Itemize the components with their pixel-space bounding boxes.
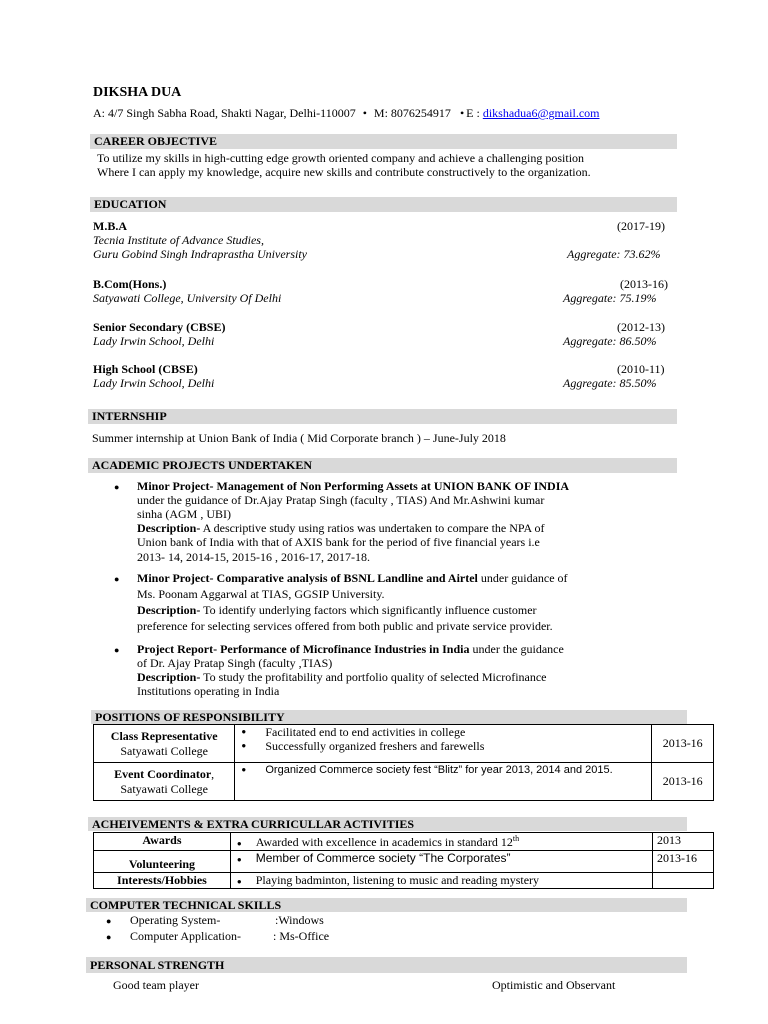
edu-aggregate: Aggregate: 85.50% <box>563 376 657 390</box>
position-role-cell <box>94 725 235 763</box>
education-heading: EDUCATION <box>90 197 677 212</box>
position-role-cell <box>94 763 235 801</box>
table-row <box>94 763 714 801</box>
address: A: 4/7 Singh Sabha Road, Shakti Nagar, Delhi-110007 <box>93 106 356 120</box>
achievement-text-cell <box>230 873 652 889</box>
bullet-icon: ● <box>114 645 120 655</box>
strength-right: Optimistic and Observant <box>492 978 616 992</box>
position-year: 2013-16 <box>652 725 714 763</box>
project-2-description <box>137 603 537 617</box>
bullet-icon: ● <box>236 838 242 848</box>
project-1-title: Minor Project- Management of Non Performing Assets at UNION BANK OF INDIA <box>137 479 570 493</box>
edu-school: Tecnia Institute of Advance Studies, <box>93 233 264 247</box>
positions-heading: POSITIONS OF RESPONSIBILITY <box>91 710 687 724</box>
bullet-icon: ● <box>106 916 112 926</box>
achievement-year <box>653 873 714 889</box>
career-objective-line-1: To utilize my skills in high-cutting edge growth oriented company and achieve a challenging position <box>97 151 585 165</box>
description-label: Description- <box>137 603 201 617</box>
description-text: To identify underlying factors which significantly influence customer <box>200 603 537 617</box>
project-1-description <box>137 521 545 535</box>
list-item: ● Facilitated end to end activities in college <box>239 725 647 739</box>
projects-heading: ACADEMIC PROJECTS UNDERTAKEN <box>88 458 677 473</box>
achievement-text-cell <box>230 833 652 851</box>
email-label: E : <box>466 106 483 120</box>
project-1-line: under the guidance of Dr.Ajay Pratap Singh (faculty , TIAS) And Mr.Ashwini kumar <box>137 493 545 507</box>
edu-aggregate: Aggregate: 73.62% <box>567 247 661 261</box>
project-3-description-line: Institutions operating in India <box>137 684 280 698</box>
position-points-cell <box>235 725 652 763</box>
edu-university: Guru Gobind Singh Indraprastha University <box>93 247 307 261</box>
career-objective-line-2: Where I can apply my knowledge, acquire new skills and contribute constructively to the organization. <box>97 165 591 179</box>
bullet-icon: ● <box>114 574 120 584</box>
skill-value: :Windows <box>275 913 324 927</box>
project-2-title <box>137 571 568 585</box>
position-role-suffix: , <box>211 766 215 781</box>
table-row <box>94 725 714 763</box>
bullet-icon: ● <box>114 482 120 492</box>
career-objective-heading: CAREER OBJECTIVE <box>90 134 677 149</box>
description-text: A descriptive study using ratios was undertaken to compare the NPA of <box>200 521 545 535</box>
position-points-cell <box>235 763 652 801</box>
bullet-icon: ● <box>236 877 242 886</box>
email-link[interactable]: dikshadua6@gmail.com <box>482 106 600 120</box>
project-2-title-bold: Minor Project- Comparative analysis of BSNL Landline and Airtel <box>137 571 478 585</box>
edu-aggregate: Aggregate: 86.50% <box>563 334 657 348</box>
project-2-title-rest: under guidance of <box>477 571 568 585</box>
project-3-title <box>137 642 564 656</box>
description-text: To study the profitability and portfolio quality of selected Microfinance <box>200 670 547 684</box>
table-row <box>94 873 714 889</box>
superscript: th <box>512 833 520 843</box>
edu-degree: M.B.A <box>93 219 127 233</box>
position-role: Event Coordinator <box>114 766 212 781</box>
edu-degree: B.Com(Hons.) <box>93 277 167 291</box>
bullet-icon: ● <box>106 932 112 942</box>
candidate-name: DIKSHA DUA <box>93 85 182 100</box>
skill-label: Computer Application- <box>130 929 241 943</box>
edu-school: Lady Irwin School, Delhi <box>93 376 215 390</box>
project-1-line: sinha (AGM , UBI) <box>137 507 231 521</box>
achievement-text: Awarded with excellence in academics in standard 12 <box>255 834 513 849</box>
position-org: Satyawati College <box>120 781 208 796</box>
project-3-title-bold: Project Report- Performance of Microfinance Industries in India <box>137 642 470 656</box>
list-item: ● Organized Commerce society fest “Blitz” for year 2013, 2014 and 2015. <box>239 763 647 777</box>
project-1-description-line: 2013- 14, 2014-15, 2015-16 , 2016-17, 2017-18. <box>137 550 370 564</box>
achievement-year: 2013 <box>653 833 714 851</box>
table-row <box>94 833 714 851</box>
edu-years: (2012-13) <box>617 320 665 334</box>
achievement-label: Volunteering <box>94 851 231 873</box>
edu-school: Satyawati College, University Of Delhi <box>93 291 282 305</box>
achievements-heading: ACHEIVEMENTS & EXTRA CURRICULLAR ACTIVITIES <box>88 817 687 831</box>
project-3-description <box>137 670 547 684</box>
project-3-title-rest: under the guidance <box>469 642 564 656</box>
edu-school: Lady Irwin School, Delhi <box>93 334 215 348</box>
achievement-label: Interests/Hobbies <box>94 873 231 889</box>
project-2-line: Ms. Poonam Aggarwal at TIAS, GGSIP University. <box>137 587 385 601</box>
edu-degree: High School (CBSE) <box>93 362 198 376</box>
table-row <box>94 851 714 873</box>
strength-left: Good team player <box>113 978 199 992</box>
mobile: M: 8076254917 <box>373 106 451 120</box>
achievement-year: 2013-16 <box>653 851 714 873</box>
bullet-icon: ● <box>236 855 242 864</box>
separator-dot: • <box>362 106 367 120</box>
skill-label: Operating System- <box>130 913 221 927</box>
achievement-text: Member of Commerce society “The Corporates” <box>255 851 511 865</box>
project-1-description-line: Union bank of India with that of AXIS bank for the period of five financial years i.e <box>137 535 540 549</box>
positions-table <box>93 724 714 801</box>
project-3-line: of Dr. Ajay Pratap Singh (faculty ,TIAS) <box>137 656 333 670</box>
position-year: 2013-16 <box>652 763 714 801</box>
position-role: Class Representative <box>110 728 218 743</box>
edu-years: (2017-19) <box>617 219 665 233</box>
edu-aggregate: Aggregate: 75.19% <box>563 291 657 305</box>
internship-text: Summer internship at Union Bank of India ( Mid Corporate branch ) – June-July 2018 <box>92 431 506 445</box>
separator-dot: • <box>459 106 465 120</box>
achievement-text-cell <box>230 851 652 873</box>
edu-years: (2013-16) <box>620 277 668 291</box>
description-label: Description- <box>137 521 201 535</box>
list-item: ● Successfully organized freshers and farewells <box>239 739 647 753</box>
internship-heading: INTERNSHIP <box>88 409 677 424</box>
skills-heading: COMPUTER TECHNICAL SKILLS <box>86 898 687 912</box>
achievements-table <box>93 832 714 889</box>
edu-degree: Senior Secondary (CBSE) <box>93 320 226 334</box>
strength-heading: PERSONAL STRENGTH <box>86 957 687 973</box>
contact-line <box>93 106 600 120</box>
achievement-label: Awards <box>94 833 231 851</box>
skill-value: : Ms-Office <box>273 929 330 943</box>
achievement-text: Playing badminton, listening to music and reading mystery <box>255 873 540 887</box>
edu-years: (2010-11) <box>617 362 665 376</box>
position-org: Satyawati College <box>120 743 208 758</box>
project-2-description-line: preference for selecting services offered from both public and private service provider. <box>137 619 553 633</box>
description-label: Description- <box>137 670 201 684</box>
